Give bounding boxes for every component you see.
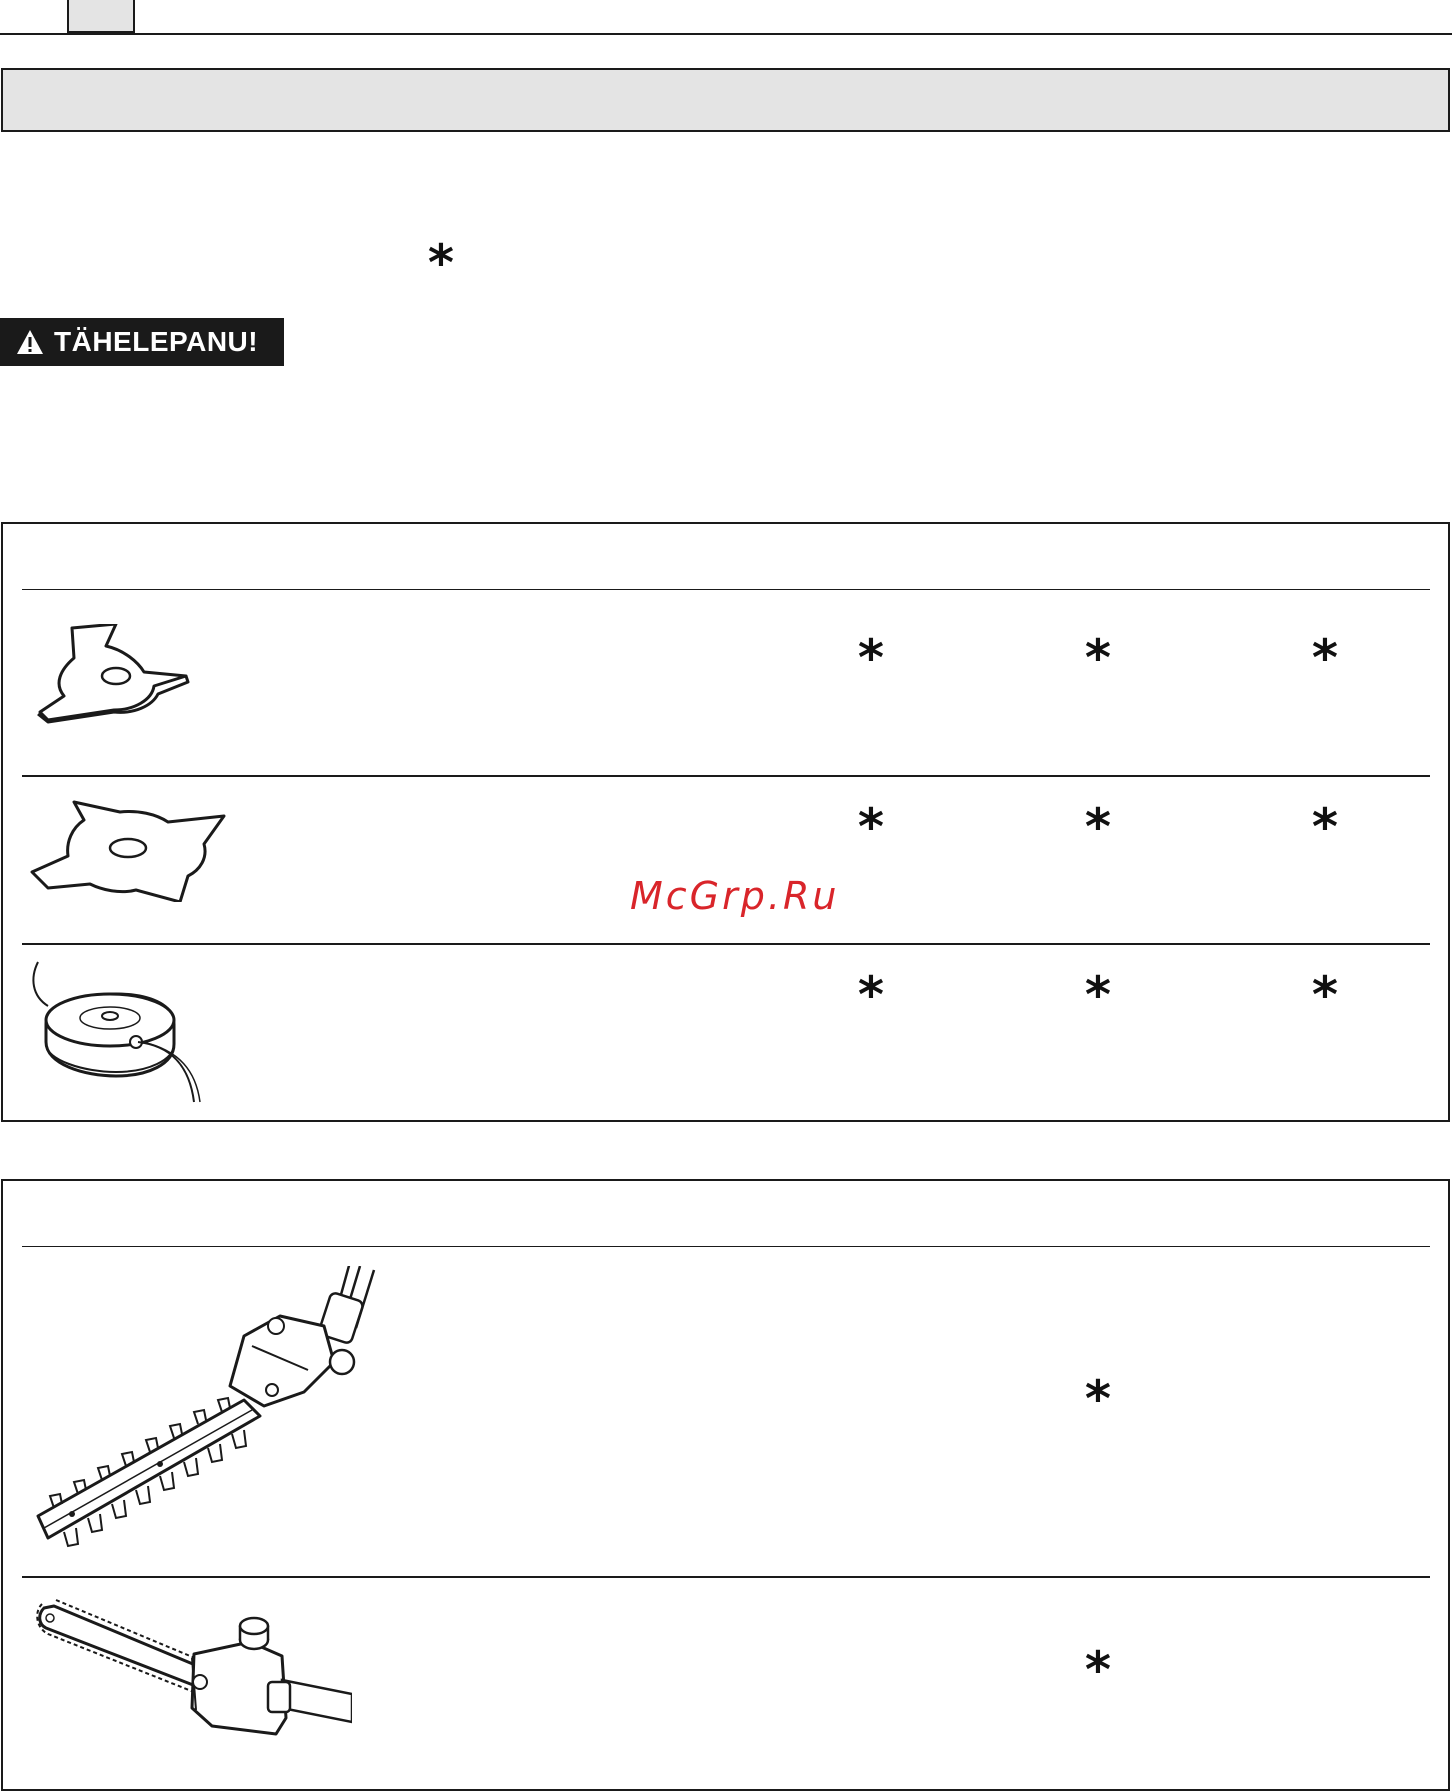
row3-mark-1: * [857, 966, 885, 1024]
row1-mark-3: * [1311, 629, 1339, 687]
nylon-cutter-head-icon [24, 960, 204, 1104]
row1-mark-1: * [857, 629, 885, 687]
three-tooth-blade-icon [34, 624, 224, 726]
row2-mark-1: * [857, 798, 885, 856]
warning-label [0, 318, 284, 366]
table-row [24, 960, 204, 1109]
hedge-trimmer-icon [34, 1266, 408, 1558]
row5-mark: * [1084, 1641, 1112, 1699]
row4-mark: * [1084, 1370, 1112, 1428]
warning-text: TÄHELEPANU! [54, 326, 259, 357]
table-row [28, 798, 228, 907]
section-banner [1, 68, 1450, 132]
four-tooth-blade-icon [28, 798, 228, 902]
pole-saw-icon [36, 1598, 352, 1750]
page-number-tab [67, 0, 135, 33]
warning-triangle-icon [16, 329, 44, 355]
table1-row-divider [22, 943, 1430, 945]
intro-asterisk: * [427, 234, 455, 292]
watermark: McGrp.Ru [630, 874, 840, 918]
row1-mark-2: * [1084, 629, 1112, 687]
table2-row-divider [22, 1576, 1430, 1578]
table-row [34, 624, 224, 731]
row3-mark-3: * [1311, 966, 1339, 1024]
table-row [34, 1266, 408, 1563]
table-row [36, 1598, 352, 1755]
header-rule [0, 33, 1452, 35]
table1-header-rule [22, 589, 1430, 590]
row2-mark-2: * [1084, 798, 1112, 856]
table2-header-rule [22, 1246, 1430, 1247]
row3-mark-2: * [1084, 966, 1112, 1024]
row2-mark-3: * [1311, 798, 1339, 856]
table1-row-divider [22, 775, 1430, 777]
